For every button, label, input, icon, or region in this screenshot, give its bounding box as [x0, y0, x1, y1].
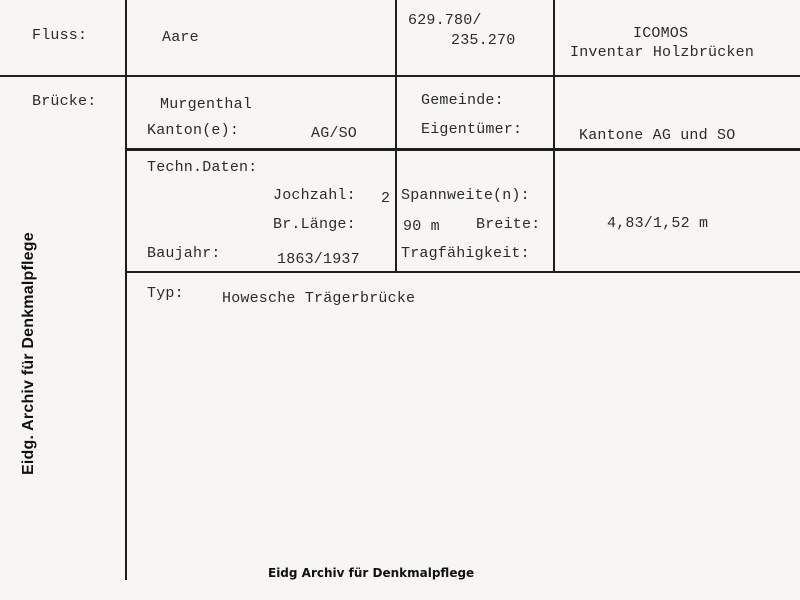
- baujahr-value: 1863/1937: [277, 251, 360, 268]
- tech-heading: Techn.Daten:: [147, 159, 258, 176]
- kanton-label: Kanton(e):: [147, 122, 240, 139]
- coordinate-line-2: 235.270: [451, 32, 516, 49]
- bruecke-label: Brücke:: [32, 93, 97, 110]
- divider-tech-row: [125, 271, 800, 273]
- jochzahl-value: 2: [381, 190, 391, 207]
- jochzahl-label: Jochzahl:: [273, 187, 356, 204]
- fluss-label: Fluss:: [32, 27, 88, 44]
- divider-bridge-row: [125, 148, 800, 151]
- eigentuemer-value: Kantone AG und SO: [579, 127, 736, 144]
- archive-stamp-vertical: Eidg. Archiv für Denkmalpflege: [20, 232, 37, 475]
- eigentuemer-label: Eigentümer:: [421, 121, 523, 138]
- fluss-value: Aare: [162, 29, 199, 46]
- bridge-name: Murgenthal: [160, 96, 253, 113]
- typ-value: Howesche Trägerbrücke: [222, 290, 416, 307]
- divider-left-column: [125, 0, 127, 580]
- divider-right-column: [553, 0, 555, 273]
- kanton-value: AG/SO: [311, 125, 358, 142]
- breite-label: Breite:: [476, 216, 541, 233]
- inventory-title: Inventar Holzbrücken: [570, 44, 755, 61]
- spannweite-label: Spannweite(n):: [401, 187, 530, 204]
- laenge-label: Br.Länge:: [273, 216, 356, 233]
- breite-value: 4,83/1,52 m: [607, 215, 709, 232]
- coordinate-line-1: 629.780/: [408, 12, 482, 29]
- organization-name: ICOMOS: [633, 25, 689, 42]
- archive-stamp-bottom: Eidg Archiv für Denkmalpflege: [268, 566, 475, 580]
- divider-top-row: [0, 75, 800, 77]
- baujahr-label: Baujahr:: [147, 245, 221, 262]
- gemeinde-label: Gemeinde:: [421, 92, 504, 109]
- spannweite-value: 90 m: [403, 218, 440, 235]
- tragfaehigkeit-label: Tragfähigkeit:: [401, 245, 530, 262]
- typ-label: Typ:: [147, 285, 184, 302]
- divider-middle-column: [395, 0, 397, 273]
